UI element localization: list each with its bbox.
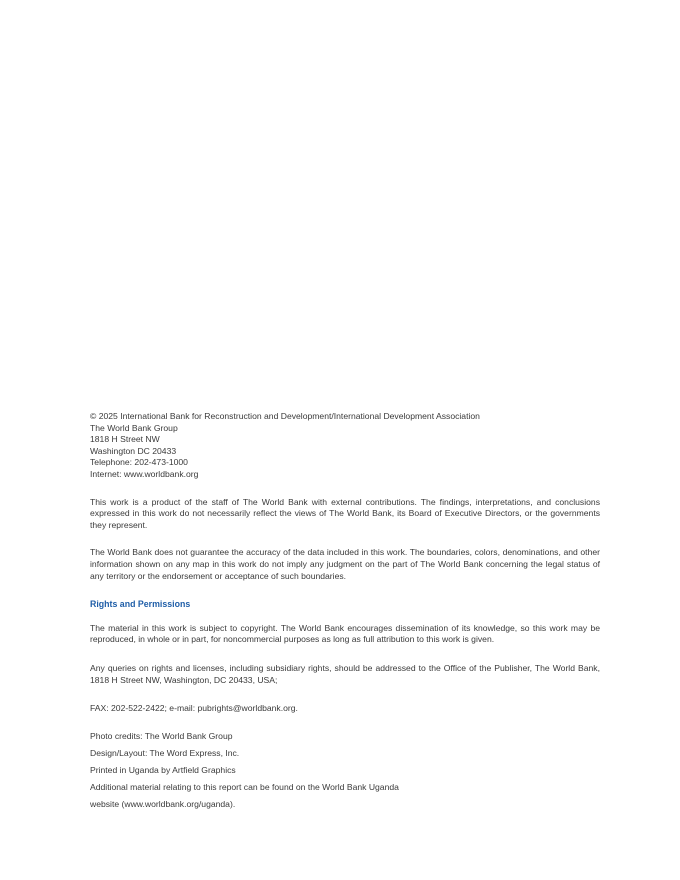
address-block	[90, 411, 600, 481]
website-note: website (www.worldbank.org/uganda).	[90, 799, 236, 810]
disclaimer-paragraph: This work is a product of the staff of The World Bank with external contributions. The findings, interpretations, and conclusions expressed in this work do not necessarily reflect the views of The World Bank, its Board of Executive Directors, or the governments they represent.	[90, 496, 600, 530]
design-layout-credit: Design/Layout: The Word Express, Inc.	[90, 747, 240, 758]
copyright-page	[90, 411, 600, 811]
telephone: Telephone: 202-473-1000	[90, 457, 188, 468]
accuracy-paragraph: The World Bank does not guarantee the accuracy of the data included in this work. The boundaries, colors, denominations, and other information shown on any map in this work do not imply any judgment on the part of The World Bank concerning the legal status of any territory or the endorsement or acceptance of such boundaries.	[90, 547, 600, 581]
copyright-line: © 2025 International Bank for Reconstruction and Development/International Development Association	[90, 411, 480, 421]
organization-name: The World Bank Group	[90, 422, 178, 433]
queries-paragraph: Any queries on rights and licenses, including subsidiary rights, should be addressed to the Office of the Publisher, The World Bank, 1818 H Street NW, Washington, DC 20433, USA;	[90, 662, 600, 685]
city-address: Washington DC 20433	[90, 445, 177, 456]
internet-address: Internet: www.worldbank.org	[90, 468, 199, 479]
fax-email-line: FAX: 202-522-2422; e-mail: pubrights@worldbank.org.	[90, 703, 298, 714]
street-address: 1818 H Street NW	[90, 434, 160, 445]
photo-credits: Photo credits: The World Bank Group	[90, 730, 233, 741]
additional-material-note: Additional material relating to this report can be found on the World Bank Uganda	[90, 782, 399, 793]
copyright-material-paragraph: The material in this work is subject to copyright. The World Bank encourages dissemination of its knowledge, so this work may be reproduced, in whole or in part, for noncommercial purposes as long as full attribution to this work is given.	[90, 622, 600, 645]
printer-credit: Printed in Uganda by Artfield Graphics	[90, 765, 236, 776]
rights-heading: Rights and Permissions	[90, 599, 191, 610]
